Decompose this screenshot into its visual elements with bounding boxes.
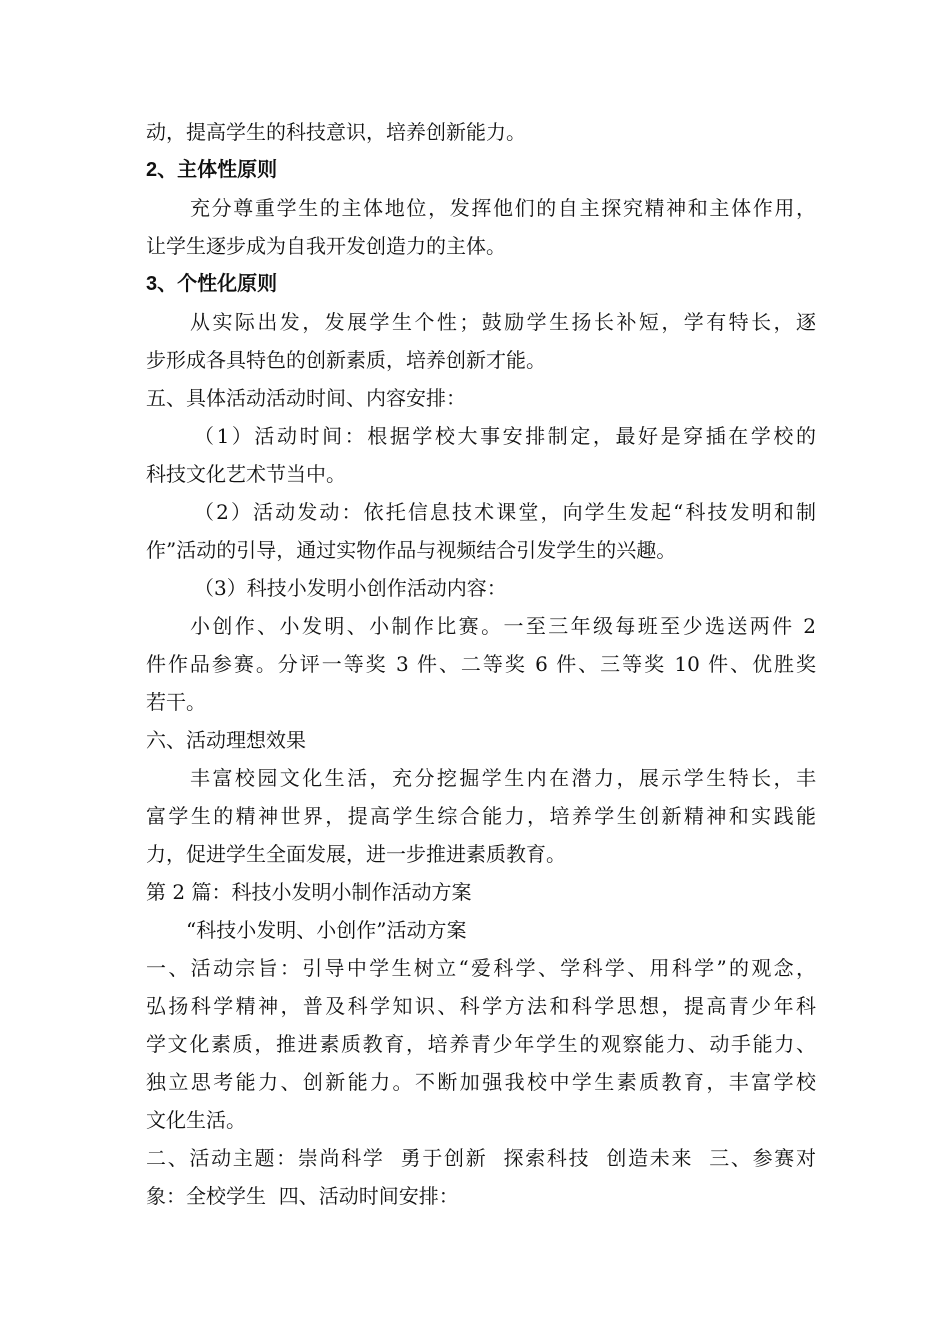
paragraph-line: 象：全校学生 四、活动时间安排： bbox=[146, 1184, 459, 1208]
paragraph-line: 学文化素质，推进素质教育，培养青少年学生的观察能力、动手能力、 bbox=[146, 1032, 816, 1056]
paragraph-line: 充分尊重学生的主体地位，发挥他们的自主探究精神和主体作用， bbox=[190, 196, 816, 220]
paragraph-line: （2）活动发动：依托信息技术课堂，向学生发起“科技发明和制 bbox=[194, 500, 816, 524]
paragraph-line: 动，提高学生的科技意识，培养创新能力。 bbox=[146, 120, 526, 144]
section-heading: 六、活动理想效果 bbox=[146, 728, 306, 752]
document-body bbox=[146, 113, 816, 1215]
paragraph-line: 步形成各具特色的创新素质，培养创新才能。 bbox=[146, 348, 546, 372]
paragraph-line: 独立思考能力、创新能力。不断加强我校中学生素质教育，丰富学校 bbox=[146, 1070, 816, 1094]
document-title: “科技小发明、小创作”活动方案 bbox=[186, 918, 467, 942]
paragraph-line: 从实际出发，发展学生个性；鼓励学生扬长补短，学有特长，逐 bbox=[190, 310, 816, 334]
paragraph-line: 一、活动宗旨：引导中学生树立“爱科学、学科学、用科学”的观念， bbox=[146, 956, 816, 980]
section-heading: 3、个性化原则 bbox=[146, 273, 278, 295]
section-heading: 五、具体活动活动时间、内容安排： bbox=[146, 386, 466, 410]
paragraph-line: 作”活动的引导，通过实物作品与视频结合引发学生的兴趣。 bbox=[146, 538, 677, 562]
paragraph-line: 小创作、小发明、小制作比赛。一至三年级每班至少选送两件 2 bbox=[190, 614, 816, 638]
chapter-heading: 第 2 篇：科技小发明小制作活动方案 bbox=[146, 880, 472, 904]
paragraph-line: 文化生活。 bbox=[146, 1108, 246, 1132]
paragraph-line: （1）活动时间：根据学校大事安排制定，最好是穿插在学校的 bbox=[194, 424, 816, 448]
section-heading: 2、主体性原则 bbox=[146, 159, 278, 181]
paragraph-line: 科技文化艺术节当中。 bbox=[146, 462, 346, 486]
paragraph-line: 力，促进学生全面发展，进一步推进素质教育。 bbox=[146, 842, 566, 866]
paragraph-line: 弘扬科学精神，普及科学知识、科学方法和科学思想，提高青少年科 bbox=[146, 994, 816, 1018]
paragraph-line: 富学生的精神世界，提高学生综合能力，培养学生创新精神和实践能 bbox=[146, 804, 816, 828]
paragraph-line: 丰富校园文化生活，充分挖掘学生内在潜力，展示学生特长，丰 bbox=[190, 766, 816, 790]
paragraph-line: （3）科技小发明小创作活动内容： bbox=[194, 576, 507, 600]
paragraph-line: 二、活动主题：崇尚科学 勇于创新 探索科技 创造未来 三、参赛对 bbox=[146, 1146, 816, 1170]
paragraph-line: 若干。 bbox=[146, 690, 206, 714]
paragraph-line: 让学生逐步成为自我开发创造力的主体。 bbox=[146, 234, 506, 258]
paragraph-line: 件作品参赛。分评一等奖 3 件、二等奖 6 件、三等奖 10 件、优胜奖 bbox=[146, 652, 816, 676]
